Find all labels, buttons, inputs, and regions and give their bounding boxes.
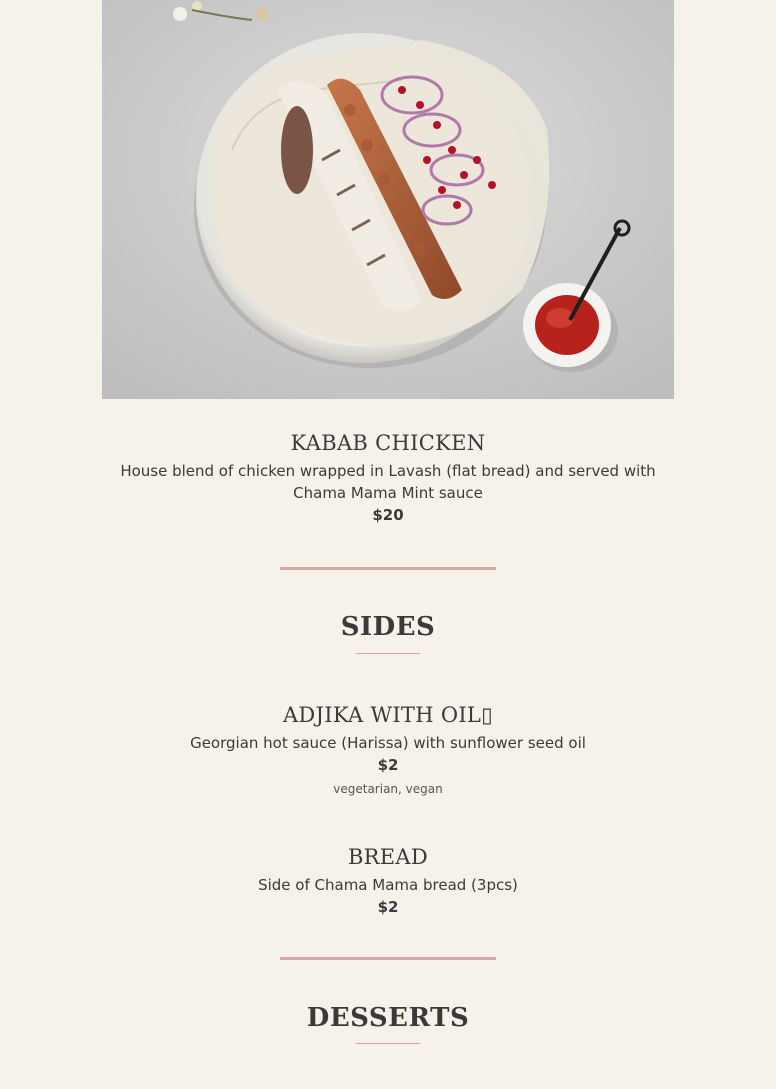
menu-item-adjika [0, 702, 776, 800]
menu-item-price: $20 [372, 506, 404, 524]
section-title-desserts: DESSERTS [306, 1003, 470, 1033]
kabab-chicken-photo [102, 0, 674, 399]
menu-item-price: $2 [377, 898, 399, 916]
menu-item-name: ADJIKA WITH OIL▯ [282, 703, 494, 727]
menu-item-description: Georgian hot sauce (Harissa) with sunflower seed oil [190, 734, 586, 752]
menu-item-description: House blend of chicken wrapped in Lavash (flat bread) and served with Chama Mama Mint sauce [120, 462, 656, 502]
section-title-sides: SIDES [340, 612, 436, 642]
menu-item-name: BREAD [347, 845, 429, 869]
menu-item-name: KABAB CHICKEN [290, 431, 486, 455]
section-divider [280, 567, 496, 570]
section-title-underline [356, 1043, 420, 1044]
menu-item-kabab-chicken [0, 430, 776, 526]
menu-item-dietary-tags: vegetarian, vegan [333, 782, 443, 796]
menu-item-price: $2 [377, 756, 399, 774]
menu-item-bread [0, 844, 776, 918]
menu-item-description: Side of Chama Mama bread (3pcs) [258, 876, 518, 894]
section-title-underline [356, 653, 420, 654]
section-divider [280, 957, 496, 960]
